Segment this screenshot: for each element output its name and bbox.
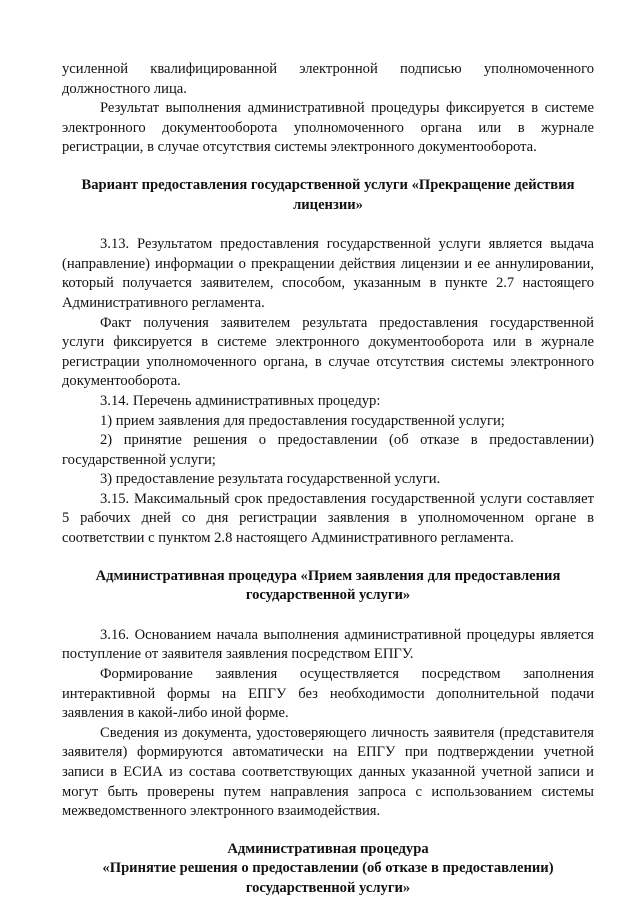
paragraph-3-14: 3.14. Перечень административных процедур:	[100, 392, 381, 409]
paragraph-3-16: 3.16. Основанием начала выполнения административной процедуры является поступление от заявителя заявления посредством ЕПГУ.	[62, 626, 594, 663]
section-heading-license-termination: Вариант предоставления государственной услуги «Прекращение действия лицензии»	[81, 176, 575, 213]
section-heading-application-intake: Административная процедура «Прием заявления для предоставления государственной услуги»	[95, 567, 561, 604]
section-heading-decision	[62, 840, 594, 899]
paragraph-3-15: 3.15. Максимальный срок предоставления государственной услуги составляет 5 рабочих дней со дня регистрации заявления в уполномоченном органе в соответствии с пунктом 2.8 настоящего Административного регламента.	[62, 490, 594, 547]
list-item-1: 1) прием заявления для предоставления государственной услуги;	[100, 412, 505, 429]
paragraph-signature-end: усиленной квалифицированной электронной подписью уполномоченного должностного лица.	[62, 61, 594, 97]
list-item-3: 3) предоставление результата государственной услуги.	[100, 471, 441, 488]
paragraph-result-recording: Результат выполнения административной процедуры фиксируется в системе электронного документооборота уполномоченного органа или в журнале регистрации, в случае отсутствия системы электронного документооборота.	[62, 100, 594, 156]
paragraph-receipt-fact: Факт получения заявителем результата предоставления государственной услуги фиксируется в системе электронного документооборота или в журнале регистрации уполномоченного органа, в случае отсутствия системы электронного документооборота.	[62, 314, 594, 390]
paragraph-identity-data: Сведения из документа, удостоверяющего личность заявителя (представителя заявителя) формируются автоматически на ЕПГУ при подтверждении учетной записи в ЕСИА из состава соответствующих данных указанной учетной записи и могут быть проверены путем направления запроса с использованием системы межведомственного электронного взаимодействия.	[62, 724, 594, 820]
heading-line-2: «Принятие решения о предоставлении (об отказе в предоставлении)	[102, 860, 554, 877]
heading-line-1: Административная процедура	[227, 840, 429, 857]
paragraph-3-13: 3.13. Результатом предоставления государственной услуги является выдача (направление) информации о прекращении действия лицензии и ее аннулировании, который получается заявителем, способом, указанным в пункте 2.7 настоящего Административного регламента.	[62, 236, 594, 311]
paragraph-form-filling: Формирование заявления осуществляется посредством заполнения интерактивной формы на ЕПГУ без необходимости дополнительной подачи заявления в какой-либо иной форме.	[62, 666, 594, 722]
list-item-2: 2) принятие решения о предоставлении (об отказе в предоставлении) государственной услуги;	[62, 432, 594, 468]
heading-line-3: государственной услуги»	[245, 879, 411, 896]
document-page	[62, 60, 594, 899]
